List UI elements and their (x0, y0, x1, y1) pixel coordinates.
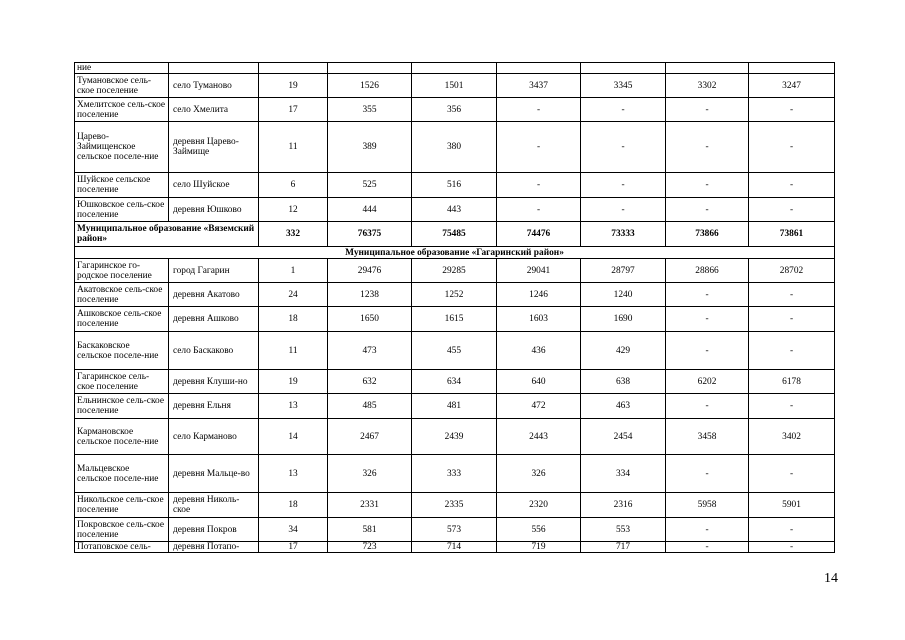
table-row (75, 173, 835, 198)
population-value: 1526 (328, 74, 412, 98)
locality-count: 1 (259, 259, 328, 283)
table-row (75, 518, 835, 542)
population-value: 5958 (666, 493, 749, 518)
population-value: 2439 (412, 419, 497, 455)
settlement-name: Тумановское сель-ское поселение (75, 74, 169, 98)
population-value: 525 (328, 173, 412, 198)
table-row (75, 370, 835, 394)
population-value: 389 (328, 122, 412, 173)
locality-count: 11 (259, 332, 328, 370)
population-value: 2454 (581, 419, 666, 455)
admin-center: село Хмелита (169, 98, 259, 122)
population-value: 1252 (412, 283, 497, 307)
population-value: - (666, 283, 749, 307)
admin-center: деревня Ашково (169, 307, 259, 332)
population-value: 1690 (581, 307, 666, 332)
population-value: - (749, 394, 835, 419)
table-body (75, 63, 835, 553)
population-value: - (749, 518, 835, 542)
total-value: 73866 (666, 222, 749, 247)
population-value: - (666, 332, 749, 370)
population-value: 2443 (497, 419, 581, 455)
population-value: 29285 (412, 259, 497, 283)
admin-center: село Туманово (169, 74, 259, 98)
population-value: 2316 (581, 493, 666, 518)
population-value: 356 (412, 98, 497, 122)
population-value: - (666, 198, 749, 222)
population-value: 444 (328, 198, 412, 222)
population-value: - (749, 198, 835, 222)
population-value: 714 (412, 542, 497, 553)
population-value: 28702 (749, 259, 835, 283)
table-row (75, 307, 835, 332)
settlement-name: Шуйское сельское поселение (75, 173, 169, 198)
admin-center: деревня Акатово (169, 283, 259, 307)
locality-count: 14 (259, 419, 328, 455)
population-value: 28797 (581, 259, 666, 283)
population-value: - (666, 542, 749, 553)
population-value: - (749, 332, 835, 370)
population-value: 6178 (749, 370, 835, 394)
population-value: 355 (328, 98, 412, 122)
admin-center: деревня Ельня (169, 394, 259, 419)
table-row (75, 259, 835, 283)
population-value: 581 (328, 518, 412, 542)
locality-count: 13 (259, 455, 328, 493)
locality-count: 17 (259, 98, 328, 122)
population-value: 5901 (749, 493, 835, 518)
population-value: 640 (497, 370, 581, 394)
population-value: - (749, 173, 835, 198)
admin-center: село Карманово (169, 419, 259, 455)
population-value: - (749, 98, 835, 122)
table-row (75, 74, 835, 98)
settlement-name: Акатовское сель-ское поселение (75, 283, 169, 307)
settlement-name: Ельнинское сель-ское поселение (75, 394, 169, 419)
population-value: 436 (497, 332, 581, 370)
settlement-name: Баскаковское сельское поселе-ние (75, 332, 169, 370)
population-value (581, 63, 666, 74)
settlement-name: Ашковское сель-ское поселение (75, 307, 169, 332)
population-value: 1238 (328, 283, 412, 307)
locality-count: 11 (259, 122, 328, 173)
admin-center: село Баскаково (169, 332, 259, 370)
population-value: - (749, 283, 835, 307)
population-value: - (749, 455, 835, 493)
population-value: 3458 (666, 419, 749, 455)
page-number: 14 (824, 571, 838, 586)
admin-center: деревня Юшково (169, 198, 259, 222)
population-value: - (749, 122, 835, 173)
locality-count: 19 (259, 74, 328, 98)
population-value: 3345 (581, 74, 666, 98)
population-value: 634 (412, 370, 497, 394)
population-table (74, 62, 835, 553)
table-row (75, 332, 835, 370)
population-value: 429 (581, 332, 666, 370)
population-value: 3437 (497, 74, 581, 98)
population-value: - (497, 98, 581, 122)
total-value: 73333 (581, 222, 666, 247)
settlement-name: Никольское сель-ское поселение (75, 493, 169, 518)
settlement-name: Царево-Займищенское сельское поселе-ние (75, 122, 169, 173)
admin-center: деревня Покров (169, 518, 259, 542)
table-row (75, 122, 835, 173)
population-value: 719 (497, 542, 581, 553)
population-value: 28866 (666, 259, 749, 283)
settlement-name: Мальцевское сельское поселе-ние (75, 455, 169, 493)
population-value: 333 (412, 455, 497, 493)
settlement-name: Кармановское сельское поселе-ние (75, 419, 169, 455)
table-row (75, 493, 835, 518)
settlement-name: Хмелитское сель-ское поселение (75, 98, 169, 122)
population-value: 481 (412, 394, 497, 419)
population-value: 485 (328, 394, 412, 419)
population-value: - (581, 98, 666, 122)
locality-count: 17 (259, 542, 328, 553)
population-value: 443 (412, 198, 497, 222)
table-row (75, 198, 835, 222)
population-value: 1501 (412, 74, 497, 98)
population-value: 556 (497, 518, 581, 542)
locality-count: 18 (259, 307, 328, 332)
total-value: 75485 (412, 222, 497, 247)
locality-count: 6 (259, 173, 328, 198)
population-value: 1246 (497, 283, 581, 307)
admin-center: деревня Царево-Займище (169, 122, 259, 173)
population-value: 638 (581, 370, 666, 394)
population-value: - (497, 173, 581, 198)
population-value: 3402 (749, 419, 835, 455)
population-value: - (581, 122, 666, 173)
admin-center: деревня Николь-ское (169, 493, 259, 518)
population-value: - (497, 122, 581, 173)
population-value (749, 63, 835, 74)
population-value: 2320 (497, 493, 581, 518)
table-row (75, 419, 835, 455)
population-value: - (749, 542, 835, 553)
population-value: 334 (581, 455, 666, 493)
locality-count: 19 (259, 370, 328, 394)
population-value: 29476 (328, 259, 412, 283)
table-row (75, 63, 835, 74)
admin-center (169, 63, 259, 74)
table-row (75, 394, 835, 419)
population-value (412, 63, 497, 74)
population-value: 2331 (328, 493, 412, 518)
population-value: 463 (581, 394, 666, 419)
total-value: 74476 (497, 222, 581, 247)
population-value: - (666, 307, 749, 332)
locality-count: 34 (259, 518, 328, 542)
total-value: 73861 (749, 222, 835, 247)
population-value: 473 (328, 332, 412, 370)
population-value: - (581, 198, 666, 222)
total-label: Муниципальное образование «Вяземский район» (75, 222, 259, 247)
population-value (497, 63, 581, 74)
section-header-row (75, 247, 835, 259)
population-value: - (749, 307, 835, 332)
population-value: 516 (412, 173, 497, 198)
settlement-name: Гагаринское го-родское поселение (75, 259, 169, 283)
population-value: 29041 (497, 259, 581, 283)
population-value: 2335 (412, 493, 497, 518)
population-value: - (666, 394, 749, 419)
admin-center: село Шуйское (169, 173, 259, 198)
settlement-name: Покровское сель-ское поселение (75, 518, 169, 542)
population-value: 472 (497, 394, 581, 419)
settlement-name: Юшковское сель-ское поселение (75, 198, 169, 222)
population-value: 455 (412, 332, 497, 370)
table-row (75, 98, 835, 122)
table-row (75, 283, 835, 307)
total-row (75, 222, 835, 247)
settlement-name: Потаповское сель- (75, 542, 169, 553)
population-value: 3302 (666, 74, 749, 98)
population-value: - (666, 122, 749, 173)
population-value: 717 (581, 542, 666, 553)
population-value: 723 (328, 542, 412, 553)
population-value: 553 (581, 518, 666, 542)
population-value: 6202 (666, 370, 749, 394)
admin-center: деревня Мальце-во (169, 455, 259, 493)
admin-center: деревня Потапо- (169, 542, 259, 553)
locality-count (259, 63, 328, 74)
population-value: 1650 (328, 307, 412, 332)
population-value: 2467 (328, 419, 412, 455)
population-value: - (497, 198, 581, 222)
population-value (666, 63, 749, 74)
section-title: Муниципальное образование «Гагаринский район» (75, 247, 835, 259)
population-value: - (666, 173, 749, 198)
table-row (75, 542, 835, 553)
table-row (75, 455, 835, 493)
admin-center: деревня Клуши-но (169, 370, 259, 394)
population-value: 326 (328, 455, 412, 493)
admin-center: город Гагарин (169, 259, 259, 283)
population-value: 3247 (749, 74, 835, 98)
population-value: 380 (412, 122, 497, 173)
population-value: 1615 (412, 307, 497, 332)
population-value: 326 (497, 455, 581, 493)
population-value: - (666, 518, 749, 542)
population-value: 632 (328, 370, 412, 394)
total-value: 332 (259, 222, 328, 247)
population-value: - (581, 173, 666, 198)
population-value: 1240 (581, 283, 666, 307)
population-value: - (666, 98, 749, 122)
total-value: 76375 (328, 222, 412, 247)
settlement-name: ние (75, 63, 169, 74)
locality-count: 13 (259, 394, 328, 419)
locality-count: 12 (259, 198, 328, 222)
locality-count: 18 (259, 493, 328, 518)
population-value (328, 63, 412, 74)
population-value: 1603 (497, 307, 581, 332)
settlement-name: Гагаринское сель-ское поселение (75, 370, 169, 394)
population-value: - (666, 455, 749, 493)
population-value: 573 (412, 518, 497, 542)
locality-count: 24 (259, 283, 328, 307)
